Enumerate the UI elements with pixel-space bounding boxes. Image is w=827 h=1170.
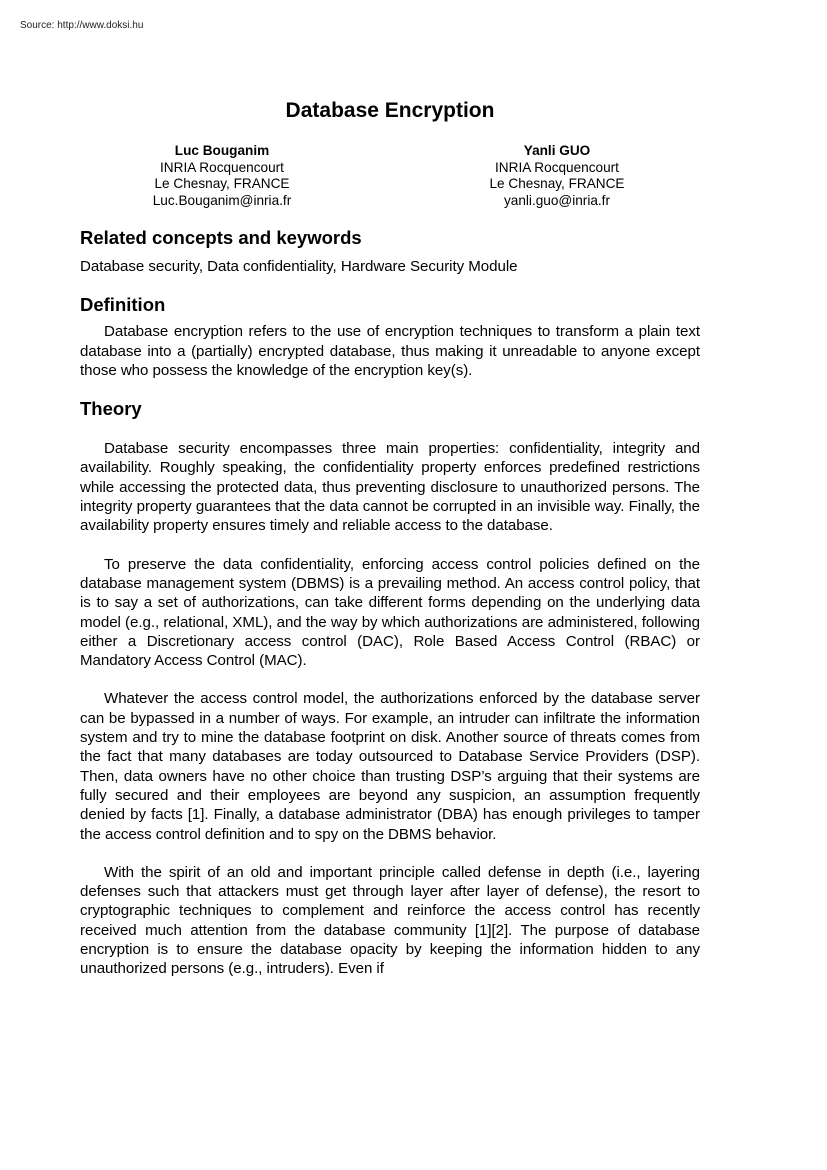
source-note: Source: http://www.doksi.hu (20, 20, 144, 31)
author-block-1 (87, 143, 357, 209)
keywords-text: Database security, Data confidentiality, Hardware Security Module (80, 258, 518, 275)
section-heading-definition: Definition (80, 294, 166, 316)
author-name: Yanli GUO (523, 143, 591, 158)
section-heading-keywords: Related concepts and keywords (80, 227, 362, 248)
author-email: yanli.guo@inria.fr (504, 192, 610, 208)
definition-paragraph: Database encryption refers to the use of encryption techniques to transform a plain text database into a (partially) encrypted database, thus making it unreadable to anyone except those who possess the knowledge of the encryption key(s). (80, 323, 700, 379)
author-block-2 (422, 143, 692, 209)
author-email: Luc.Bouganim@inria.fr (152, 192, 292, 208)
author-location: Le Chesnay, FRANCE (489, 176, 625, 191)
theory-paragraph: With the spirit of an old and important principle called defense in depth (i.e., layering defenses such that attackers must get through layer after layer of defense), the resort to cryptographic techniques to complement and reinforce the access control has recently received much attention from the database community [1][2]. The purpose of database encryption is to ensure the database opacity by keeping the information hidden to any unauthorized persons (e.g., intruders). Even if (80, 863, 700, 978)
section-heading-theory: Theory (80, 398, 142, 420)
author-affiliation: INRIA Rocquencourt (495, 159, 619, 175)
paper-title: Database Encryption (285, 99, 495, 122)
author-affiliation: INRIA Rocquencourt (160, 159, 284, 175)
author-location: Le Chesnay, FRANCE (154, 176, 290, 191)
theory-paragraph: Whatever the access control model, the authorizations enforced by the database server can be bypassed in a number of ways. For example, an intruder can infiltrate the information system and try to mine the database footprint on disk. Another source of threats comes from the fact that many databases are today outsourced to Database Service Providers (DSP). Then, data owners have no other choice than trusting DSP’s arguing that their systems are fully secured and their employees are beyond any suspicion, an assumption frequently denied by facts [1]. Finally, a database administrator (DBA) has enough privileges to tamper the access control definition and to spy on the DBMS behavior. (80, 690, 700, 843)
paper-body (80, 226, 700, 979)
author-name: Luc Bouganim (174, 143, 270, 158)
theory-paragraph: To preserve the data confidentiality, enforcing access control policies defined on the database management system (DBMS) is a prevailing method. An access control policy, that is to say a set of authorizations, can take different forms depending on the underlying data model (e.g., relational, XML), and the way by which authorizations are administered, following either a Discretionary access control (DAC), Role Based Access Control (RBAC) or Mandatory Access Control (MAC). (80, 555, 700, 670)
theory-paragraph: Database security encompasses three main properties: confidentiality, integrity and availability. Roughly speaking, the confidentiality property enforces predefined restrictions while accessing the protected data, thus preventing disclosure to unauthorized persons. The integrity property guarantees that the data cannot be corrupted in an invisible way. Finally, the availability property ensures timely and reliable access to the database. (80, 440, 700, 535)
